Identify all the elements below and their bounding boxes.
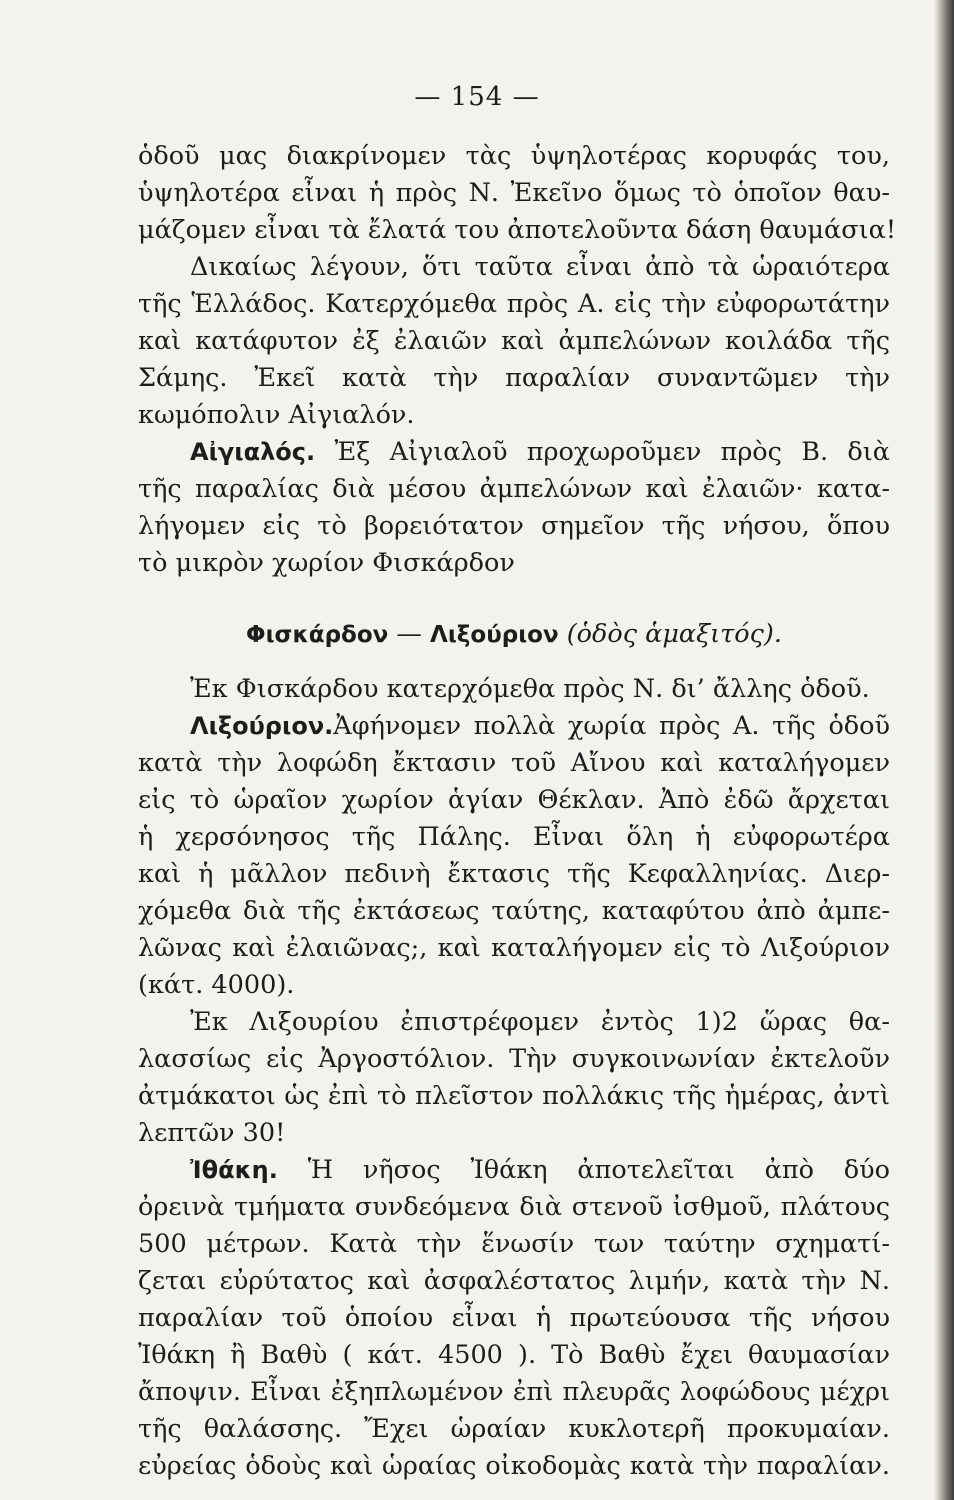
text-line: ἀτμάκατοι ὡς ἐπὶ τὸ πλεῖστον πολλάκις τῆς ἡμέρας, ἀντὶ bbox=[138, 1081, 890, 1111]
text-line: τὸ μικρὸν χωρίον Φισκάρδον bbox=[138, 548, 515, 578]
route-from: Φισκάρδον bbox=[246, 622, 389, 648]
route-title bbox=[138, 616, 890, 653]
body-text bbox=[138, 138, 897, 1485]
text-line: Ἐκ Φισκάρδου κατερχόμεθα πρὸς Ν. δι’ ἄλλης ὁδοῦ. bbox=[190, 674, 870, 704]
text-line: (κάτ. 4000). bbox=[138, 970, 295, 1000]
route-to: Λιξούριον bbox=[430, 622, 559, 648]
text-segment: Ἐξ Αἰγιαλοῦ προχωροῦμεν πρὸς Β. διὰ bbox=[315, 437, 890, 467]
text-line: ὀρεινὰ τμήματα συνδεόμενα διὰ στενοῦ ἰσθμοῦ, πλάτους bbox=[138, 1192, 890, 1222]
text-line: τῆς θαλάσσης. Ἔχει ὡραίαν κυκλοτερῆ προκυμαίαν. bbox=[138, 1414, 890, 1444]
text-line: λῶνας καὶ ἐλαιῶνας;, καὶ καταλήγομεν εἰς τὸ Λιξούριον bbox=[138, 933, 890, 963]
text-segment: Ἀφήνομεν πολλὰ χωρία πρὸς Α. τῆς ὁδοῦ bbox=[333, 711, 890, 741]
text-line: ὁδοῦ μας διακρίνομεν τὰς ὑψηλοτέρας κορυφάς του, bbox=[138, 141, 890, 171]
text-line: ὑψηλοτέρα εἶναι ἡ πρὸς Ν. Ἐκεῖνο ὅμως τὸ ὁποῖον θαυ- bbox=[138, 178, 890, 208]
page-number: — 154 — bbox=[414, 82, 540, 112]
text-line: τῆς Ἑλλάδος. Κατερχόμεθα πρὸς Α. εἰς τὴν εὐφορωτάτην bbox=[138, 289, 890, 319]
section-heading-ithaki: Ἰθάκη. bbox=[190, 1156, 278, 1184]
text-line: κωμόπολιν Αἰγιαλόν. bbox=[138, 400, 415, 430]
text-line: κατὰ τὴν λοφώδη ἔκτασιν τοῦ Αἴνου καὶ καταλήγομεν bbox=[138, 748, 890, 778]
text-line: εὐρείας ὁδοὺς καὶ ὡραίας οἰκοδομὰς κατὰ τὴν παραλίαν. bbox=[138, 1451, 890, 1481]
lixourion-first-line bbox=[138, 708, 890, 745]
text-line: καὶ κατάφυτον ἐξ ἐλαιῶν καὶ ἀμπελώνων κοιλάδα τῆς bbox=[138, 326, 890, 356]
text-line: παραλίαν τοῦ ὁποίου εἶναι ἡ πρωτεύουσα τῆς νήσου bbox=[138, 1303, 890, 1333]
text-line: ἡ χερσόνησος τῆς Πάλης. Εἶναι ὅλη ἡ εὐφορωτέρα bbox=[138, 822, 890, 852]
text-line: 500 μέτρων. Κατὰ τὴν ἕνωσίν των ταύτην σχηματί- bbox=[138, 1229, 890, 1259]
text-line: ζεται εὐρύτατος καὶ ἀσφαλέστατος λιμήν, κατὰ τὴν Ν. bbox=[138, 1266, 890, 1296]
text-line: εἰς τὸ ὡραῖον χωρίον ἁγίαν Θέκλαν. Ἀπὸ ἐδῶ ἄρχεται bbox=[138, 785, 890, 815]
text-line: Σάμης. Ἐκεῖ κατὰ τὴν παραλίαν συναντῶμεν τὴν bbox=[138, 363, 890, 393]
text-segment: Ἡ νῆσος Ἰθάκη ἀποτελεῖται ἀπὸ δύο bbox=[277, 1155, 890, 1185]
aigialos-first-line bbox=[138, 434, 890, 471]
text-line: Ἐκ Λιξουρίου ἐπιστρέφομεν ἐντὸς 1)2 ὥρας θα- bbox=[190, 1007, 890, 1037]
route-note: (ὁδὸς ἁμαξιτός). bbox=[558, 619, 782, 649]
text-line: τῆς παραλίας διὰ μέσου ἀμπελώνων καὶ ἐλαιῶν· κατα- bbox=[138, 474, 890, 504]
section-heading-aigialos: Αἰγιαλός. bbox=[190, 438, 316, 466]
text-line: λεπτῶν 30! bbox=[138, 1118, 286, 1148]
page-edge-shadow bbox=[934, 0, 954, 1500]
text-line: χόμεθα διὰ τῆς ἐκτάσεως ταύτης, καταφύτου ἀπὸ ἀμπε- bbox=[138, 896, 890, 926]
section-heading-lixourion: Λιξούριον. bbox=[190, 712, 334, 740]
text-line: λασσίως εἰς Ἀργοστόλιον. Τὴν συγκοινωνίαν ἐκτελοῦν bbox=[138, 1044, 890, 1074]
text-line: καὶ ἡ μᾶλλον πεδινὴ ἔκτασις τῆς Κεφαλληνίας. Διερ- bbox=[138, 859, 890, 889]
route-dash: — bbox=[388, 619, 431, 649]
text-line: Ἰθάκη ἢ Βαθὺ ( κάτ. 4500 ). Τὸ Βαθὺ ἔχει θαυμασίαν bbox=[138, 1340, 890, 1370]
ithaki-first-line bbox=[138, 1152, 890, 1189]
text-line: Δικαίως λέγουν, ὅτι ταῦτα εἶναι ἀπὸ τὰ ὡραιότερα bbox=[190, 252, 890, 282]
text-line: ἄποψιν. Εἶναι ἐξηπλωμένον ἐπὶ πλευρᾶς λοφώδους μέχρι bbox=[138, 1377, 890, 1407]
text-line: μάζομεν εἶναι τὰ ἔλατά του ἀποτελοῦντα δάση θαυμάσια! bbox=[138, 215, 897, 245]
text-line: λήγομεν εἰς τὸ βορειότατον σημεῖον τῆς νήσου, ὅπου bbox=[138, 511, 890, 541]
